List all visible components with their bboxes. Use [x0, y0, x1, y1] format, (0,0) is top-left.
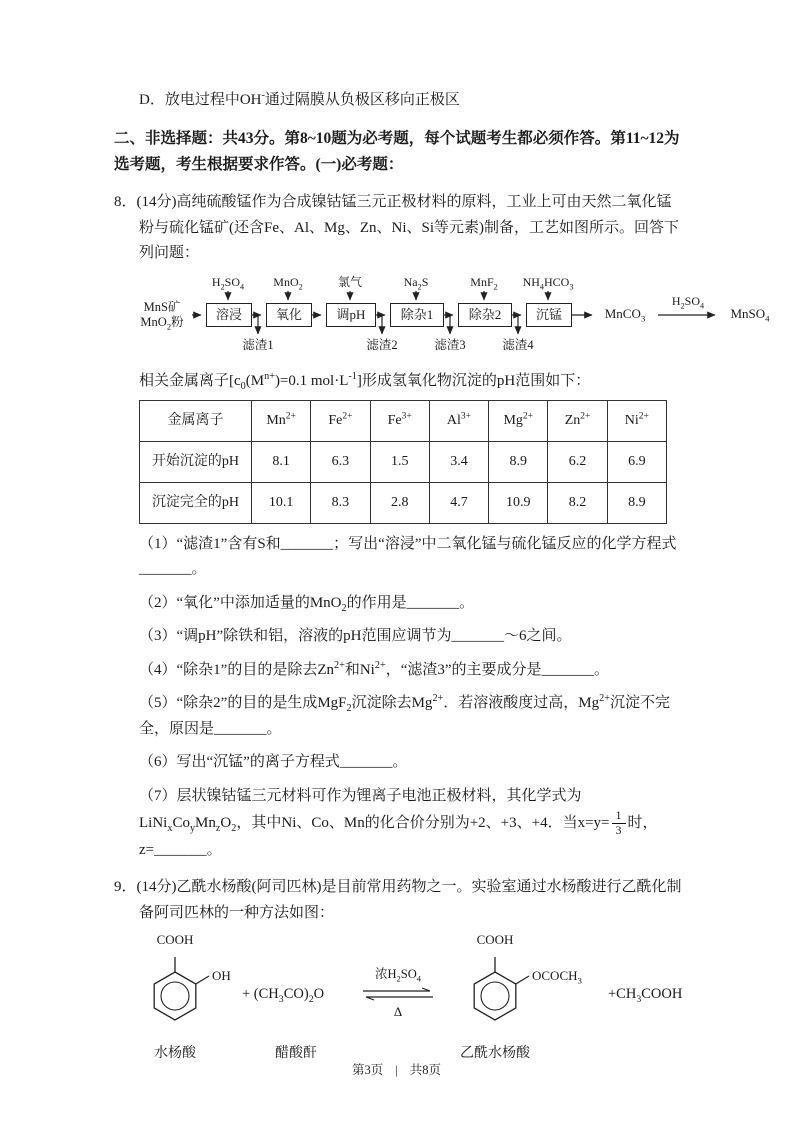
oh-label: OH: [212, 968, 231, 984]
reaction-scheme: [130, 932, 745, 1064]
table-cell: 1.5: [370, 441, 429, 482]
ph-table: [139, 400, 667, 523]
table-cell: 8.1: [252, 441, 311, 482]
section-heading: 二、非选择题：共43分。第8~10题为必考题，每个试题考生都必须作答。第11~12为选考题，考生根据要求作答。(一)必考题：: [114, 129, 680, 173]
flow-reagent-nh4hco3: $NH_4HCO_3$: [522, 274, 574, 292]
footer-separator: |: [395, 1063, 398, 1077]
q8-sub4: （4）“除杂1”的目的是除去$Zn^{2+}$和$Ni^{2+}$，“滤渣3”的主要成分是_______。: [139, 659, 610, 678]
table-header-row: [140, 401, 667, 442]
table-header-cell: 金属离子: [140, 401, 252, 442]
table-header-cell: $Al^{3+}$: [429, 401, 488, 442]
footer-page-number: 第3页: [351, 1063, 384, 1077]
benzene-ring-salicylic: [130, 951, 240, 1036]
condition-delta: Δ: [393, 1004, 403, 1020]
table-cell: 6.2: [548, 441, 607, 482]
table-cell: 6.9: [607, 441, 666, 482]
fraction-denominator: 3: [612, 823, 626, 838]
table-cell: 8.9: [607, 482, 666, 523]
table-header-cell: $Fe^{3+}$: [370, 401, 429, 442]
footer-page-total: 共8页: [409, 1063, 442, 1077]
flow-product-mnco3: MnCO$_3$: [604, 305, 646, 324]
q8-sub7-post: 时，z=_______。: [139, 815, 658, 858]
q8-sub6: （6）写出“沉锰”的离子方程式_______。: [139, 754, 408, 771]
page-footer: [0, 1060, 793, 1078]
flow-step-adjust-ph: 调pH: [326, 303, 376, 327]
flow-feed: [134, 300, 190, 330]
equilibrium-arrows: [360, 987, 436, 1001]
table-cell: 4.7: [429, 482, 488, 523]
table-cell: 2.8: [370, 482, 429, 523]
q8-sub7-pre: （7）层状镍钴锰三元材料可作为锂离子电池正极材料，其化学式为$LiNi_xCo_yMn_zO_2$，其中Ni、Co、Mn的化合价分别为+2、+3、+4．当x=y=: [139, 787, 610, 835]
table-header-cell: $Mn^{2+}$: [252, 401, 311, 442]
flow-step-remove1: 除杂1: [390, 303, 444, 327]
ph-table-caption: 相关金属离子[$c_0(M^{n+})=0.1$ $mol\cdot L^{-1}$]形成氢氧化物沉淀的pH范围如下：: [139, 370, 591, 392]
flow-reagent-cl2: 氯气: [337, 274, 362, 289]
flow-residue-1: 滤渣1: [242, 337, 274, 352]
flow-step-leach: 溶浸: [206, 303, 252, 327]
flow-residue-4: 滤渣4: [502, 337, 534, 352]
ocoCH3-label: $OCOCH_3$: [532, 968, 582, 986]
q8-sub1: （1）“滤渣1”含有S和_______；写出“溶浸”中二氧化锰与硫化锰反应的化学方程式_______。: [139, 535, 677, 578]
process-flow-diagram: [134, 275, 793, 359]
q8-sub3: （3）“调pH”除铁和铝，溶液的pH范围应调节为_______～6之间。: [139, 628, 572, 645]
flow-residue-2: 滤渣2: [366, 337, 398, 352]
table-cell: 10.1: [252, 482, 311, 523]
salicylic-acid-name: 水杨酸: [154, 1046, 196, 1062]
q8-sub7: [139, 784, 683, 864]
table-cell: 沉淀完全的pH: [140, 482, 252, 523]
flow-reagent-mnf2: MnF$_2$: [470, 274, 498, 292]
cooh-label-aspirin: COOH: [476, 932, 514, 948]
table-cell: 10.9: [489, 482, 548, 523]
flow-residue-3: 滤渣3: [434, 337, 466, 352]
flow-step-precipitate-mn: 沉锰: [526, 303, 572, 327]
table-cell: 6.3: [311, 441, 370, 482]
flow-product-mnso4: MnSO$_4$: [730, 305, 770, 324]
option-d-line: D．放电过程中OH-通过隔膜从负极区移向正极区: [139, 90, 460, 108]
flow-reagent-h2so4: $H_2SO_4$: [211, 274, 245, 292]
flow-feed-line2: MnO$_2$粉: [140, 314, 184, 332]
flow-feed-line1: MnS矿: [143, 299, 181, 314]
fraction-one-third: [612, 809, 626, 838]
flow-reagent-mno2: MnO$_2$: [273, 274, 303, 292]
table-cell: 8.2: [548, 482, 607, 523]
table-header-cell: $Zn^{2+}$: [548, 401, 607, 442]
cooh-label-salicylic: COOH: [156, 932, 194, 948]
q8-sub5: （5）“除杂2”的目的是生成MgF$_2$沉淀除去$Mg^{2+}$．若溶液酸度过高，$Mg^{2+}$沉淀不完全，原因是_______。: [139, 693, 670, 737]
table-header-cell: $Ni^{2+}$: [607, 401, 666, 442]
table-header-cell: $Mg^{2+}$: [489, 401, 548, 442]
plus-anhydride-formula: + $(CH_3CO)_2O$: [242, 986, 325, 1006]
table-header-cell: $Fe^{2+}$: [311, 401, 370, 442]
plus-acetic-acid-formula: $+CH_3COOH$: [608, 986, 683, 1006]
condition-conc-h2so4: 浓$H_2SO_4$: [374, 967, 421, 984]
q9-stem: 9．(14分)乙酰水杨酸(阿司匹林)是目前常用药物之一。实验室通过水杨酸进行乙酰化制备阿司匹林的一种方法如图：: [114, 879, 682, 921]
fraction-numerator: 1: [615, 808, 622, 823]
q8-sub2: （2）“氧化”中添加适量的MnO$_2$的作用是_______。: [139, 594, 475, 614]
table-row: [140, 482, 667, 523]
table-cell: 3.4: [429, 441, 488, 482]
anhydride-name: 醋酸酐: [275, 1046, 317, 1062]
q8-stem: 8．(14分)高纯硫酸锰作为合成镍钴锰三元正极材料的原料，工业上可由天然二氧化锰粉与硫化锰矿(还含Fe、Al、Mg、Zn、Ni、Si等元素)制备，工艺如图所示。回答下列问题：: [114, 194, 680, 262]
flow-step-remove2: 除杂2: [458, 303, 512, 327]
aspirin-name: 乙酰水杨酸: [460, 1046, 530, 1062]
benzene-ring-aspirin: [450, 951, 560, 1036]
table-cell: 8.9: [489, 441, 548, 482]
table-row: [140, 441, 667, 482]
flow-arrow-reagent-h2so4: $H_2SO_4$: [671, 293, 705, 311]
table-cell: 开始沉淀的pH: [140, 441, 252, 482]
table-cell: 8.3: [311, 482, 370, 523]
flow-step-oxidize: 氧化: [266, 303, 312, 327]
flow-reagent-na2s: $Na_2S$: [403, 274, 429, 292]
